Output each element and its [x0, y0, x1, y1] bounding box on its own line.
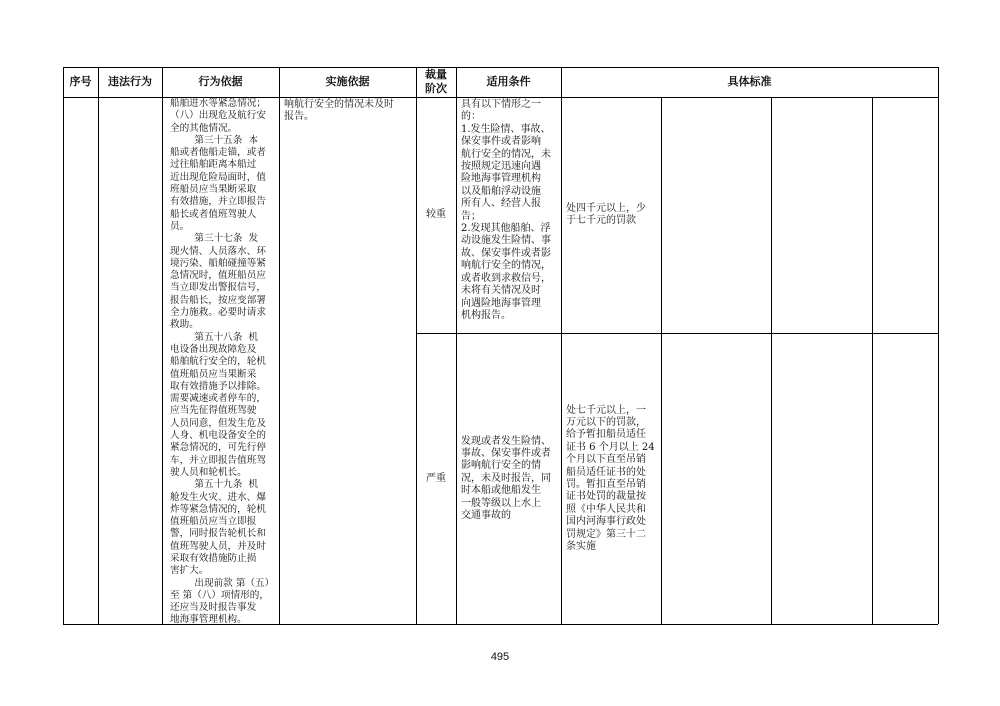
- header-basis: 行为依据: [198, 75, 243, 88]
- table-left-border: [63, 67, 64, 624]
- col-divider: [561, 67, 562, 624]
- standard-cell-row1: 处四千元以上，少 于七千元的罚款: [566, 202, 646, 226]
- page-number: 495: [490, 651, 510, 663]
- sub-col-divider: [872, 97, 873, 624]
- col-divider: [279, 67, 280, 624]
- header-seq: 序号: [69, 75, 92, 88]
- col-divider: [162, 67, 163, 624]
- sub-col-divider: [771, 97, 772, 624]
- col-divider: [456, 67, 457, 624]
- conditions-cell-row2: 发现或者发生险情、 事故、保安事件或者 影响航行安全的情 况，未及时报告，同 时本船或他船发生 一般等级以上水上 交通事故的: [461, 435, 551, 522]
- level-cell-row2: 严重: [426, 472, 446, 484]
- col-divider: [98, 67, 99, 624]
- table-right-border: [938, 67, 939, 624]
- header-level: 裁量 阶次: [425, 68, 447, 95]
- conditions-cell-row1: 具有以下情形之一 的： 1.发生险情、事故、 保安事件或者影响 航行安全的情况，未 按照规定迅速向遇 险地海事管理机构 以及船舶浮动设施 所有人、经营人报 告； 2.发现其他船舶、浮 动设施发生险情、事 故、保安事件或者影 响航行安全的情况， 或者收到求救信号， 未将有关情况及时 向遇险地海事管理 机构报告。: [461, 99, 551, 321]
- implementation-cell: 响航行安全的情况未及时 报告。: [284, 99, 394, 123]
- level-cell-row1: 较重: [426, 208, 446, 220]
- basis-cell: 船舶进水等紧急情况； （八）出现危及航行安 全的其他情况。 第三十五条 本 船或者他船走锚，或者 过往船舶距离本船过 近出现危险局面时，值 班船员应当果断采取 有效措施，并立即报告 船长或者值班驾驶人 员。 第三十七条 发 现火情、人员落水、环 境污染、船舶碰撞等紧 急情况时，值班船员应 当立即发出警报信号， 报告船长，按应变部署 全力施救。必要时请求 救助。 第五十八条 机 电设备出现故障危及 船舶航行安全的，轮机 值班船员应当果断采 取有效措施予以排除。 需要减速或者停车的， 应当先征得值班驾驶 人员同意，但发生危及 人身、机电设备安全的 紧急情况的，可先行停 车，并立即报告值班驾 驶人员和轮机长。 第五十九条 机 舱发生火灾、进水、爆 炸等紧急情况的，轮机 值班船员应当立即报 警，同时报告轮机长和 值班驾驶人员，并及时 采取有效措施防止损 害扩大。 出现前款 第（五） 至 第（八）项情形的， 还应当及时报告事发 地海事管理机构。: [170, 98, 275, 626]
- sub-col-divider: [661, 97, 662, 624]
- header-standard: 具体标准: [727, 75, 772, 88]
- header-implementation: 实施依据: [325, 75, 370, 88]
- standard-cell-row2: 处七千元以上，一 万元以下的罚款， 给予暂扣船员适任 证书 6 个月以上 24 个月以下直至吊销 船员适任证书的处 罚。暂扣直至吊销 证书处罚的裁量按 照《中华人民共和 国内河海事行政处 罚规定》第三十二 条实施: [566, 404, 655, 553]
- header-conditions: 适用条件: [486, 75, 531, 88]
- header-violation: 违法行为: [108, 75, 152, 88]
